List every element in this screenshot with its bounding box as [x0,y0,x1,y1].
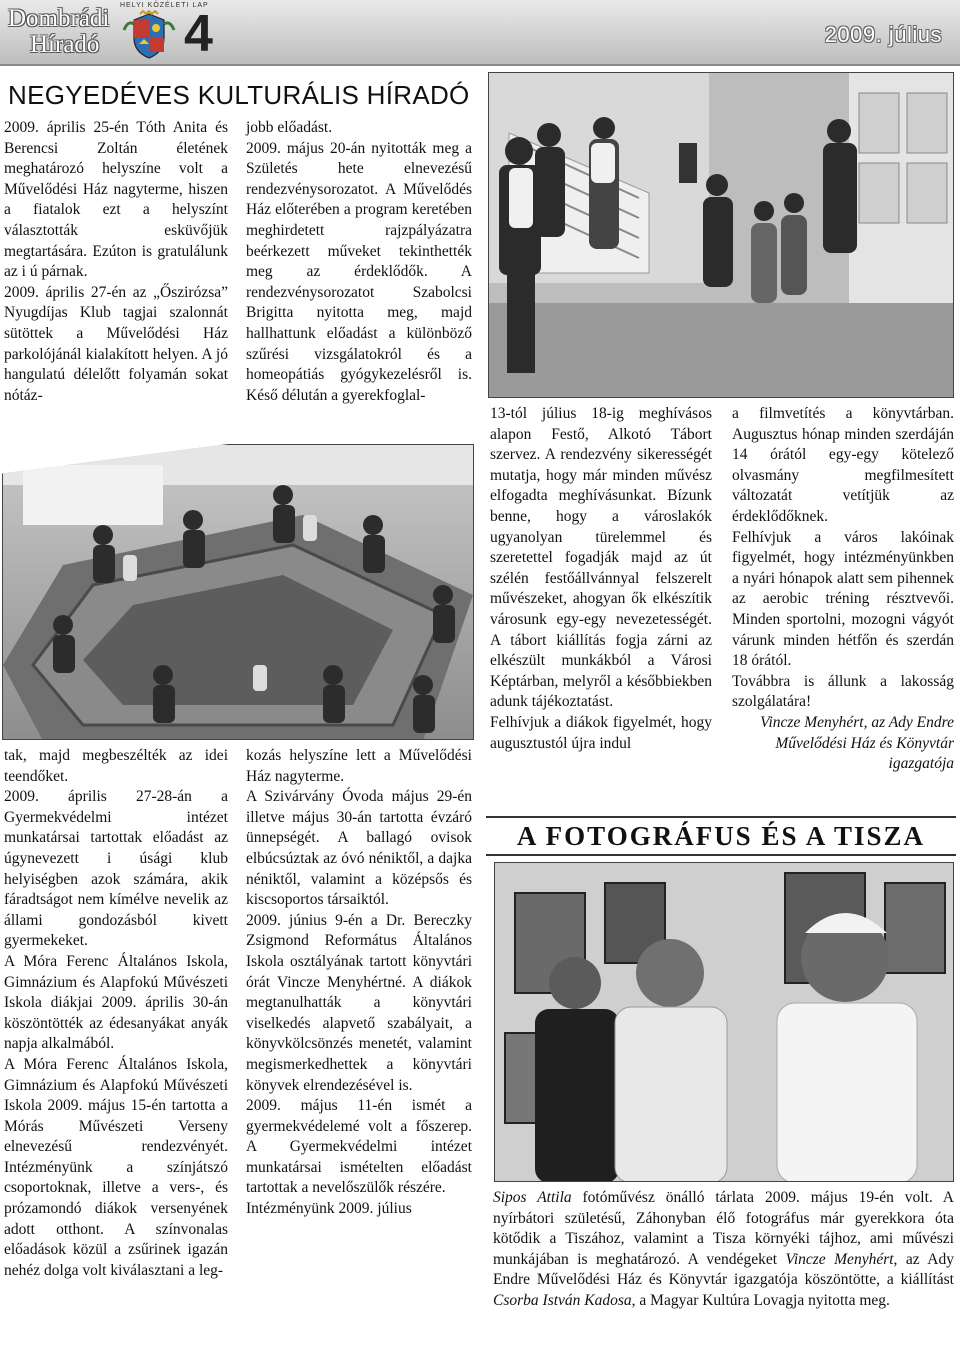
signature [732,713,954,775]
paragraph: 13-tól július 18-ig meghívásos alapon Festő, Alkotó Tábort szervez. A rendezvény sikerességét mutatja, hogy már minden művész elfogadta meghívásunkat. Bízunk benne, hogy a városlakók ugyanolyan türelemmel és szeretettel fogadják majd az út szélén festőállvánnyal felszerelt művészeket, ahogyan ők elkészítik városunk egy-egy nevezetességét. A tábort kiállítás fogja zárni az elkészült munkákból a Városi Képtárban, melyről a későbbiekben adunk tájékoztatást. [490,405,712,711]
opener-name: Csorba István Kadosa [493,1291,632,1309]
masthead-tagline: HELYI KÖZÉLETI LAP [120,2,209,9]
paragraph: a filmvetítés a könyvtárban. Augusztus hónap minden szerdáján 14 órától egy-egy kötelező olvasmány megfilmesített változatát vetítjük az érdeklődőknek. [732,405,954,525]
signature-line-2: Művelődési Ház és Könyvtár [775,734,954,752]
page-number: 4 [184,5,213,63]
paragraph: 2009. május 11-én ismét a gyermekvédelemé volt a főszerep. A Gyermekvédelmi intézet munkatársai ismételten előadást tartottak a nevelőszülők részére. [246,1097,472,1197]
column-3 [490,404,712,754]
section-title: NEGYEDÉVES KULTURÁLIS HÍRADÓ [8,80,470,110]
paragraph: A Móra Ferenc Általános Iskola, Gimnázium és Alapfokú Művészeti Iskola 2009. május 15-én tartotta a Mórás Művészeti Verseny elnevezésű rendezvényét. Intézményünk a színjátszó csoportoknak, illetve a vers-, és prózamondó diákok versenyének adott otthont. A színvonalas előadások közül a zsűrinek igazán nehéz dolga volt kiválasztani a leg- [4,1055,228,1279]
caption-text-3: , a Magyar Kultúra Lovagja nyitotta meg. [631,1291,890,1309]
masthead-logo [8,6,118,58]
column-2-bottom [246,746,472,1220]
signature-line-1: Vincze Menyhért, az Ady Endre [760,713,954,731]
signature-line-3: igazgatója [888,755,954,773]
column-2-top [246,118,472,406]
caption-text-1: fotóművész önálló tárlata 2009. május 19-én volt. A nyírbátori születésű, Záhonyban élő fotográfus már gyerekkora óta kötődik a Tiszához, valamint a Tisza környéki tájhoz, ami művészi munkájában is meghatározó. A vendégeket [493,1189,954,1268]
paragraph: Felhívjuk a város lakóinak figyelmét, hogy intézményünkben a nyári hónapok alatt sem pihennek az aerobic tréning résztvevői. Minden sportolni, mozogni vágyót várunk minden hétfőn és szerdán 18 órától. [732,528,954,670]
column-1-bottom [4,746,228,1281]
paragraph: Intézményünk 2009. július [246,1200,412,1218]
paragraph: 2009. június 9-én a Dr. Bereczky Zsigmond Református Általános Iskola osztályának tartott könyvtári órát Vincze Menyhértné. A diákok megtanulhatták a könyvtári viselkedés alapvető szabályait, a könyvkölcsönzés menetét, valamint megismerkedhettek a könyvtári könyvek elrendezésével is. [246,911,472,1094]
column-4 [732,404,954,775]
paragraph: jobb előadást. [246,119,333,136]
photographer-name: Sipos Attila [493,1189,572,1206]
page-header [0,0,960,66]
paragraph: 2009. április 25-én Tóth Anita és Berencsi Zoltán életének meghatározó helyszíne volt a Művelődési Ház nagyterme, hiszen a fiatalok ezt a helyszínt választották esküvőjük megtartására. Ezúton is gratulálunk az i ú párnak. [4,119,228,281]
caption-text-2: , az Ady Endre Művelődési Ház és Könyvtár igazgatója köszöntötte, a kiállítást [493,1250,954,1289]
paragraph: kozás helyszíne lett a Művelődési Ház nagyterme. [246,747,472,785]
issue-date: 2009. július [824,22,942,47]
host-name: Vincze Menyhért [785,1250,894,1268]
paragraph: 2009. április 27-én az „Őszirózsa” Nyugdíjas Klub tagjai szalonnát sütöttek a Művelődési Ház parkolójánál kialakított helyen. A jó hangulatú délelőtt folyamán sokat nótáz- [4,283,228,404]
club-meeting-photo [2,444,474,740]
drawing-exhibition-photo [488,72,954,398]
column-1-top [4,118,228,406]
paragraph: tak, majd megbeszélték az idei teendőket. [4,747,228,785]
article-title-photographer: A FOTOGRÁFUS ÉS A TISZA [490,816,952,856]
logo-line-2: Híradó [30,31,100,58]
photo-exhibition-opening [494,862,954,1182]
paragraph: A Móra Ferenc Általános Iskola, Gimnázium és Alapfokú Művészeti Iskola diákjai 2009. április 30-án köszöntötték az édesanyákat anyák napja alkalmából. [4,952,228,1053]
photo-caption [493,1188,954,1312]
paragraph: Továbbra is állunk a lakosság szolgálatára! [732,672,954,711]
logo-line-1: Dombrádi [8,5,110,32]
paragraph: 2009. április 27-28-án a Gyermekvédelmi intézet munkatársai tartottak előadást az úgynevezett i úsági klub helyiségben azok számára, akik fáradtságot nem kímélve nevelik az állami gondozásból kivett gyermekeket. [4,788,228,950]
paragraph: Felhívjuk a diákok figyelmét, hogy augusztustól újra indul [490,713,712,752]
paragraph: 2009. május 20-án nyitották meg a Születés hete elnevezésű rendezvénysorozatot. A Művelődés Ház előterében a program keretében meghirdetett rajzpályázatra beérkezett műveket tekinthették meg az érdeklődők. A rendezvénysorozatot Szabolcsi Brigitta nyitotta meg, majd hallhattunk előadást a különböző szűrési vizsgálatokról és a homeopátiás gyógykezelésről is. Késő délután a gyerekfoglal- [246,139,472,404]
town-crest-icon [122,10,176,62]
paragraph: A Szivárvány Óvoda május 29-én illetve május 30-án tartotta évzáró ünnepségét. A ballagó ovisok elbúcsúztak az óvó néniktől, a dajka néniktől, valamint a középsős és kiscsoportos társaiktól. [246,788,472,909]
